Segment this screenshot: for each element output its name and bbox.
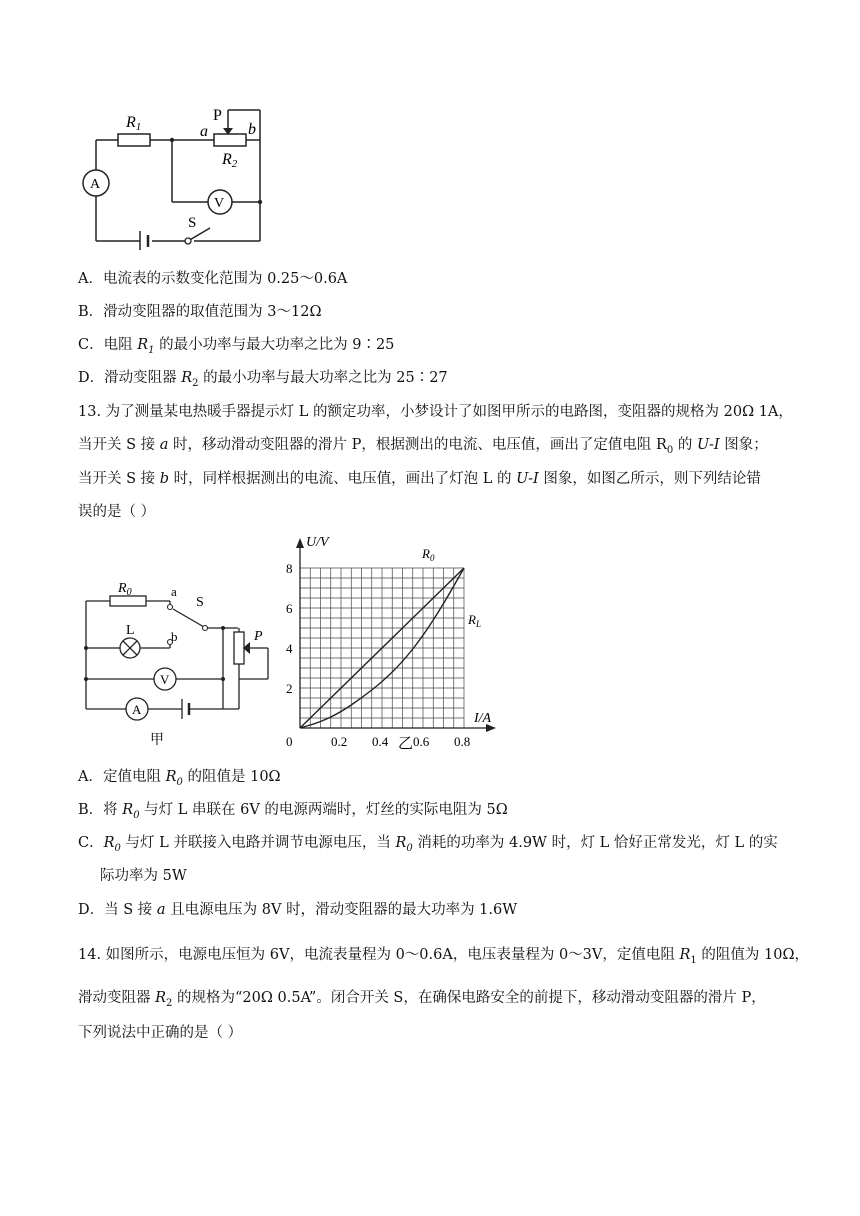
- x-axis-label: I/A: [474, 711, 492, 726]
- r0-label: $R_0$: [118, 581, 132, 598]
- r2-label: R2: [222, 151, 238, 170]
- q13-option-b: B．将 $R_0$ 与灯 L 串联在 6V 的电源两端时，灯丝的实际电阻为 5Ω: [78, 802, 508, 821]
- x-tick-label: 0: [286, 734, 293, 749]
- y-tick-label: 4: [286, 641, 293, 656]
- switch-label: S: [188, 215, 197, 231]
- x-tick-label: 0.8: [454, 734, 471, 749]
- series-label-rl: $R_L$: [468, 612, 481, 629]
- q13-option-d: D．当 S 接 a 且电源电压为 8V 时，滑动变阻器的最大功率为 1.6W: [78, 902, 518, 918]
- y-tick-label: 2: [286, 681, 293, 696]
- caption-jia: 甲: [150, 733, 164, 748]
- q13-option-c-line2: 际功率为 5W: [100, 868, 187, 884]
- caption-yi: 乙: [398, 736, 414, 752]
- x-tick-label: 0.4: [372, 734, 389, 749]
- a-label: a: [200, 123, 208, 140]
- ammeter-label: A: [132, 702, 142, 717]
- q13-stem-line4: 误的是（ ）: [78, 504, 156, 520]
- p-label: P: [213, 107, 222, 124]
- b-label: b: [248, 121, 256, 138]
- q12-option-d: D．滑动变阻器 $R_2$ 的最小功率与最大功率之比为 25∶27: [78, 370, 448, 389]
- q14-stem-line3: 下列说法中正确的是（ ）: [78, 1025, 243, 1041]
- slider-p-label: P: [254, 629, 263, 644]
- voltmeter-label: V: [160, 672, 170, 687]
- x-tick-label: 0.6: [413, 734, 430, 749]
- q12-option-b: B．滑动变阻器的取值范围为 3～12Ω: [78, 304, 322, 320]
- y-tick-label: 8: [286, 561, 293, 576]
- y-axis-label: U/V: [306, 535, 329, 550]
- q13-option-a: A．定值电阻 $R_0$ 的阻值是 10Ω: [78, 769, 281, 788]
- series-label-r0: $R_0$: [422, 546, 435, 563]
- q12-circuit-diagram: [76, 100, 276, 250]
- lamp-label: L: [126, 623, 135, 638]
- q13-ui-chart-yi: [280, 532, 505, 757]
- q12-option-a: A．电流表的示数变化范围为 0.25～0.6A: [78, 271, 348, 287]
- y-tick-label: 6: [286, 601, 293, 616]
- voltmeter-label: V: [214, 196, 225, 211]
- q13-circuit-diagram-jia: [78, 572, 278, 752]
- r1-label: R1: [126, 114, 142, 133]
- q12-option-c: C．电阻 $R_1$ 的最小功率与最大功率之比为 9∶25: [78, 337, 395, 356]
- q13-stem-line1: 13. 为了测量某电热暖手器提示灯 L 的额定功率，小梦设计了如图甲所示的电路图，变阻器的规格为 20Ω 1A，: [78, 404, 793, 420]
- q14-stem-line1: 14. 如图所示，电源电压恒为 6V，电流表量程为 0～0.6A，电压表量程为 0～3V，定值电阻 $R_1$ 的阻值为 10Ω，: [78, 947, 809, 966]
- b-contact-label: b: [171, 629, 178, 644]
- r1-resistor: [118, 134, 150, 146]
- q13-stem-line2: 当开关 S 接 a 时，移动滑动变阻器的滑片 P，根据测出的电流、电压值，画出了定值电阻 $R_0$ 的 U-I 图象；: [78, 437, 768, 456]
- x-tick-label: 0.2: [331, 734, 348, 749]
- ammeter-label: A: [90, 177, 101, 192]
- switch-label: S: [196, 595, 204, 610]
- y-axis-arrow: [296, 538, 304, 548]
- q14-stem-line2: 滑动变阻器 $R_2$ 的规格为“20Ω 0.5A”。闭合开关 S，在确保电路安全的前提下，移动滑动变阻器的滑片 P，: [78, 990, 766, 1009]
- a-contact-label: a: [171, 584, 177, 599]
- q13-option-c-line1: C．$R_0$ 与灯 L 并联接入电路并调节电源电压，当 $R_0$ 消耗的功率为 4.9W 时，灯 L 恰好正常发光，灯 L 的实: [78, 835, 778, 854]
- q13-stem-line3: 当开关 S 接 b 时，同样根据测出的电流、电压值，画出了灯泡 L 的 U-I 图象，如图乙所示，则下列结论错: [78, 471, 761, 487]
